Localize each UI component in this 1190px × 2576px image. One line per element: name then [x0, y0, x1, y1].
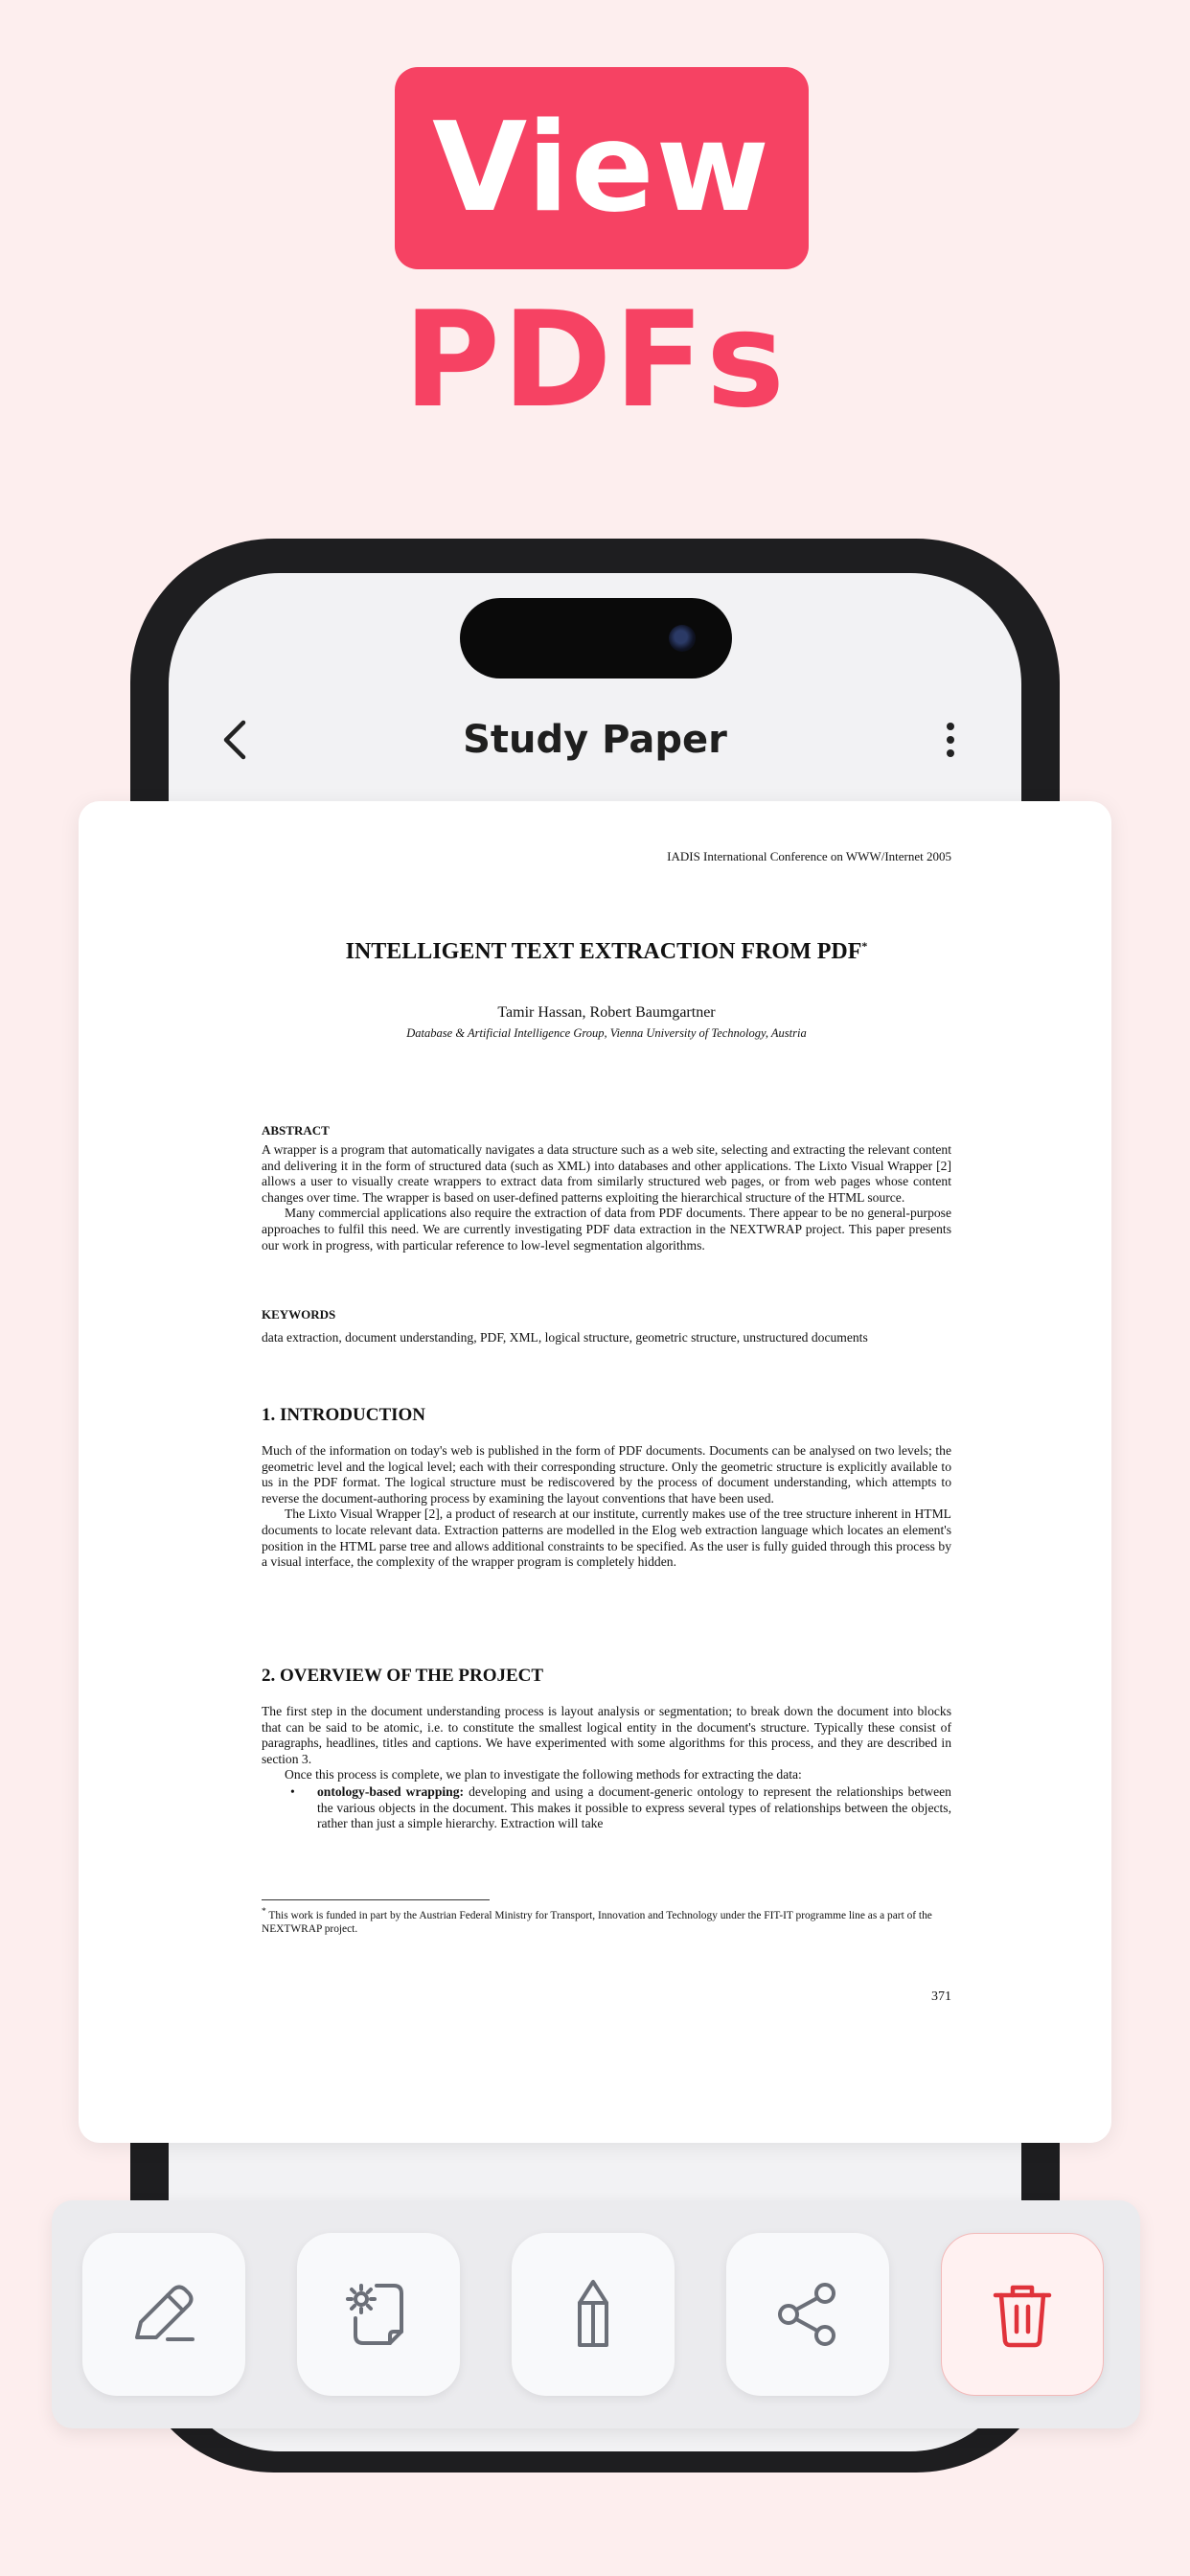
edit-pencil-icon — [124, 2274, 204, 2355]
hero-subtitle: PDFs — [402, 283, 788, 437]
abstract-section — [262, 1123, 951, 1254]
pen-nib-icon — [553, 2274, 633, 2355]
share-button[interactable] — [726, 2233, 889, 2396]
screen-title: Study Paper — [463, 718, 727, 762]
paper-title — [262, 939, 951, 965]
introduction-section — [262, 1405, 951, 1571]
more-options-button[interactable] — [927, 713, 973, 767]
keywords-text: data extraction, document understanding, PDF, XML, logical structure, geometric structure, unstructured documents — [262, 1330, 868, 1345]
list-item — [262, 1784, 951, 1832]
body-paragraph: Once this process is complete, we plan to investigate the following methods for extracting the data: — [285, 1767, 802, 1782]
body-paragraph: The Lixto Visual Wrapper [2], a product of research at our institute, currently makes use of the tree structure inherent in HTML documents to locate relevant data. Extraction patterns are modelled in the Elog web extraction language which locates an element's position in the HTML parse tree and allows additional constraints to be specified. As the user is fully guided through this process by a visual interface, the complexity of the wrapper program is completely hidden. — [262, 1506, 951, 1570]
body-paragraph: The first step in the document understanding process is layout analysis or segmentation; to break down the document into blocks that can be said to be atomic, i.e. to constitute the smallest logical entity in the document's structure. Typically these consist of paragraphs, headlines, titles and captions. We have experimented with some algorithms for this process, and they are described in section 3. — [262, 1704, 951, 1766]
page-settings-button[interactable] — [297, 2233, 460, 2396]
share-icon — [767, 2274, 848, 2355]
camera-icon — [669, 625, 696, 652]
section-heading: 2. OVERVIEW OF THE PROJECT — [262, 1666, 544, 1686]
keywords-label: KEYWORDS — [262, 1307, 336, 1322]
paper-authors: Tamir Hassan, Robert Baumgartner — [497, 1004, 716, 1021]
paper-affiliation: Database & Artificial Intelligence Group, Vienna University of Technology, Austria — [406, 1026, 807, 1040]
hero-title: View — [432, 96, 771, 240]
abstract-label: ABSTRACT — [262, 1123, 330, 1138]
chevron-left-icon — [217, 717, 255, 763]
page-number: 371 — [931, 1990, 951, 2004]
bullet-text — [317, 1784, 951, 1832]
paper-title-text: INTELLIGENT TEXT EXTRACTION FROM PDF — [345, 939, 862, 964]
running-header: IADIS International Conference on WWW/Internet 2005 — [667, 849, 951, 863]
trash-icon — [982, 2274, 1063, 2355]
annotate-button[interactable] — [512, 2233, 675, 2396]
footnote-text: This work is funded in part by the Austrian Federal Ministry for Transport, Innovation and Technology under the FIT-IT programme line as a part of the NEXTWRAP project. — [262, 1909, 932, 1936]
footnote-divider — [262, 1899, 490, 1900]
bullet-label: ontology-based wrapping: — [317, 1783, 465, 1799]
keywords-section — [262, 1307, 951, 1346]
bullet-body: developing and using a document-generic ontology to represent the relationships between the various objects in the document. This makes it possible to express several types of relationships between the objects, rather than just a simple hierarchy. Extraction will take — [317, 1783, 951, 1831]
more-vertical-icon — [945, 721, 956, 759]
section-heading: 1. INTRODUCTION — [262, 1405, 426, 1425]
back-button[interactable] — [209, 713, 263, 767]
overview-section — [262, 1666, 951, 1832]
pdf-page[interactable] — [79, 801, 1111, 2143]
file-settings-icon — [338, 2274, 419, 2355]
abstract-paragraph: A wrapper is a program that automatically navigates a data structure such as a web site, selecting and extracting the relevant content and delivering it in the form of structured data (such as XML) into databases and other applications. The Lixto Visual Wrapper [2] allows a user to visually create wrappers to extract data from similarly structured web pages, or from web pages whose content changes over time. The wrapper is based on user-defined patterns exploiting the hierarchical structure of the HTML source. — [262, 1142, 951, 1205]
footnote — [262, 1905, 951, 1937]
edit-button[interactable] — [82, 2233, 245, 2396]
bullet-mark: • — [290, 1783, 295, 1799]
abstract-paragraph: Many commercial applications also require the extraction of data from PDF documents. There appear to be no general-purpose approaches to fulfil this need. We are currently investigating PDF data extraction in the NEXTWRAP project. This paper presents our work in progress, with particular reference to low-level segmentation algorithms. — [262, 1206, 951, 1253]
title-footnote-mark: * — [861, 939, 868, 953]
footnote-mark: * — [262, 1907, 266, 1917]
body-paragraph: Much of the information on today's web is published in the form of PDF documents. Documents can be analysed on two levels; the geometric level and the logical level; each with their corresponding structure. Only the geometric structure is explicitly available to us in the PDF format. The logical structure must be rediscovered by the process of document understanding, which attempts to reverse the document-authoring process by examining the layout conventions that have been used. — [262, 1443, 951, 1506]
hero-badge — [395, 67, 809, 269]
delete-button[interactable] — [941, 2233, 1104, 2396]
